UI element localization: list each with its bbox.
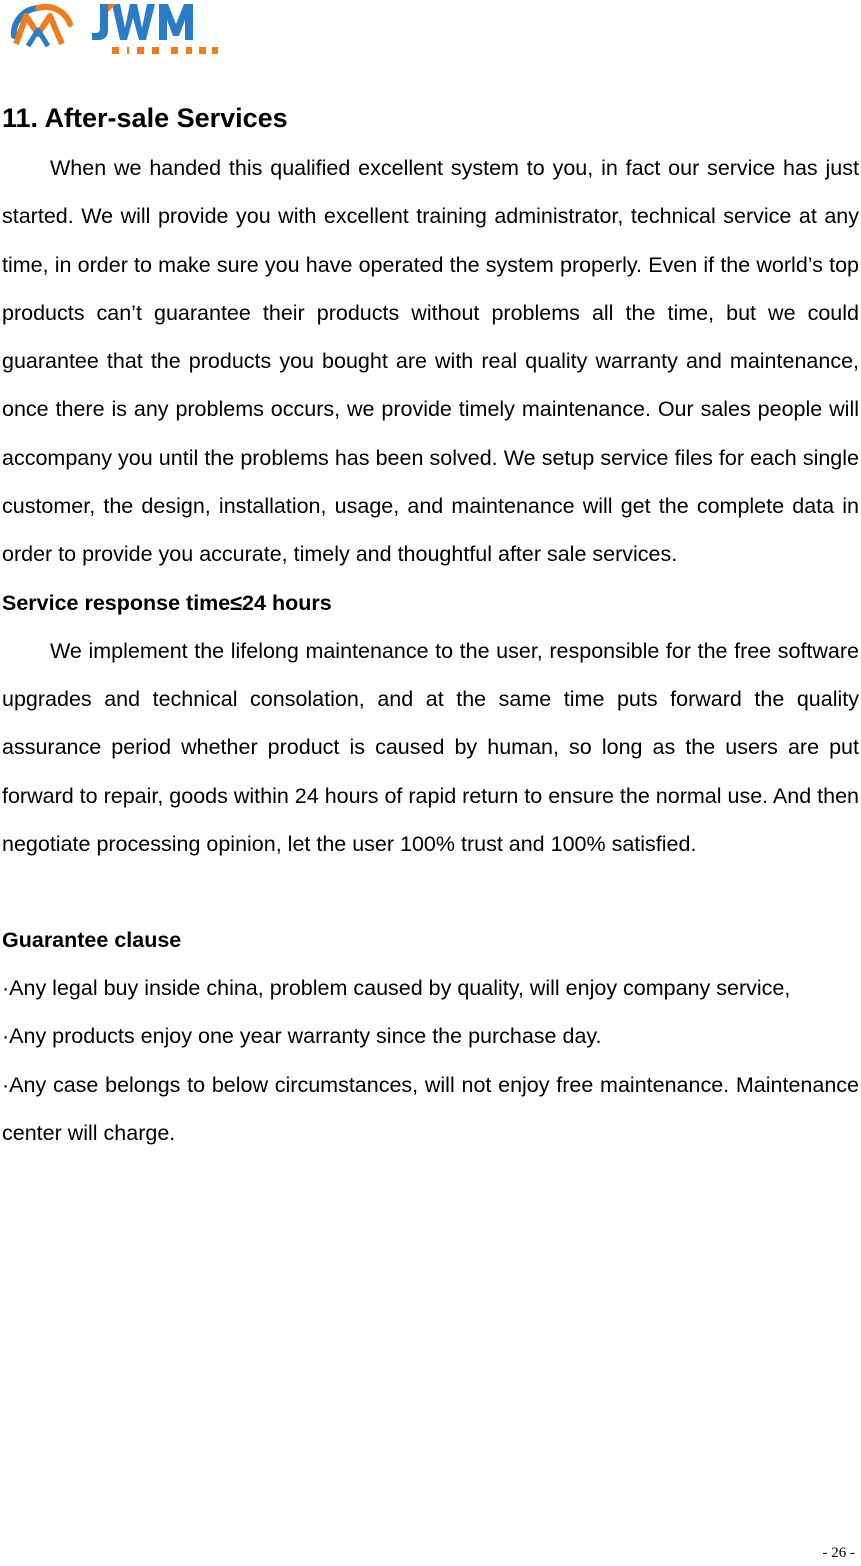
intro-paragraph: When we handed this qualified excellent system to you, in fact our service has just started. We will provide you with excellent training administrator, technical service at any time, in order to make sure you have operated the system properly. Even if the world’s top products can’t guarantee their products without problems all the time, but we could guarantee that the products you bought are with real quality warranty and maintenance, once there is any problems occurs, we provide timely maintenance. Our sales people will accompany you until the problems has been solved. We setup service files for each single customer, the design, installation, usage, and maintenance will get the complete data in order to provide you accurate, timely and thoughtful after sale services. bbox=[2, 156, 859, 567]
spacer bbox=[2, 868, 859, 916]
response-time-paragraph: We implement the lifelong maintenance to the user, responsible for the free software upgrades and technical consolation, and at the same time puts forward the quality assurance period whether product is caused by human, so long as the users are put forward to repair, goods within 24 hours of rapid return to ensure the normal use. And then negotiate processing opinion, let the user 100% trust and 100% satisfied. bbox=[2, 638, 859, 856]
guarantee-item: ·Any products enjoy one year warranty since the purchase day. bbox=[2, 1024, 602, 1049]
jwm-logo-icon bbox=[8, 0, 218, 58]
guarantee-item: ·Any legal buy inside china, problem caused by quality, will enjoy company service, bbox=[2, 976, 791, 1001]
response-time-heading: Service response time≤24 hours bbox=[2, 590, 332, 615]
section-title: 11. After-sale Services bbox=[2, 103, 288, 133]
company-logo bbox=[8, 0, 218, 58]
page-content bbox=[2, 98, 859, 1157]
page-number: - 26 - bbox=[822, 1545, 855, 1561]
guarantee-heading: Guarantee clause bbox=[2, 928, 182, 953]
guarantee-item: ·Any case belongs to below circumstances, will not enjoy free maintenance. Maintenance center will charge. bbox=[2, 1072, 859, 1146]
